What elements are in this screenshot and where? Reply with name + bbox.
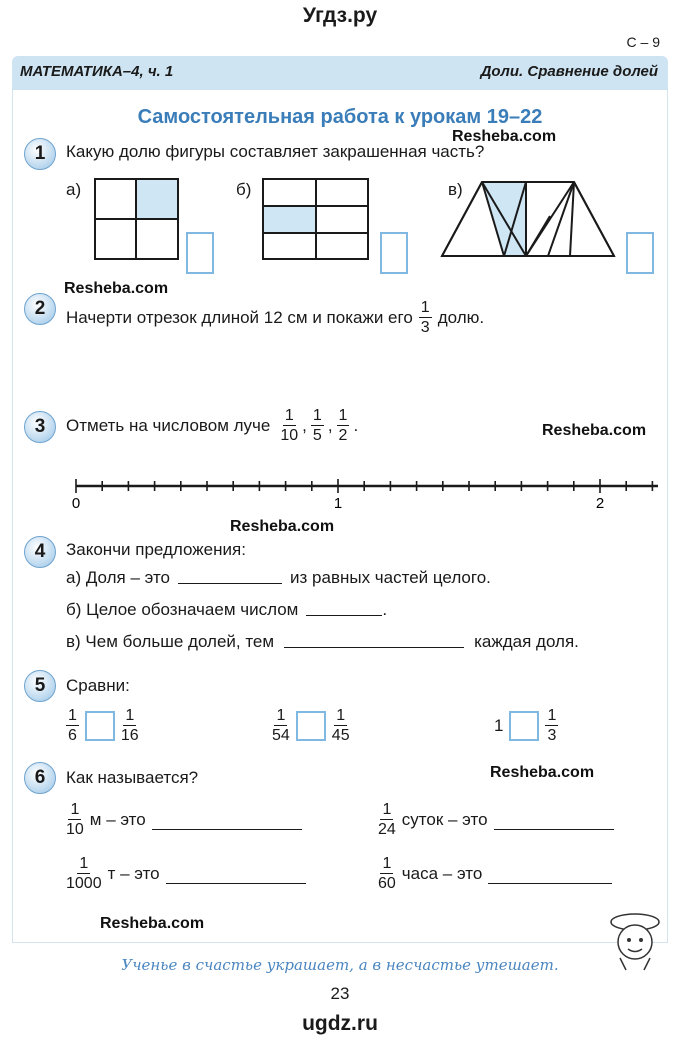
task-4-a-row	[66, 568, 491, 588]
task-5-text: Сравни:	[66, 676, 130, 695]
answer-box-a[interactable]	[186, 232, 214, 274]
task-6-item-3: $\frac{1}{1000}$ т – это	[66, 856, 306, 892]
answer-line-6-3[interactable]	[166, 883, 306, 884]
answer-line-6-2[interactable]	[494, 829, 614, 830]
task-4-b-text-end: .	[382, 600, 388, 619]
answer-box-c[interactable]	[626, 232, 654, 274]
answer-box-b[interactable]	[380, 232, 408, 274]
task-number-5: 5	[24, 670, 56, 702]
task-1-label-b: б)	[236, 180, 252, 199]
compare-box-2[interactable]	[296, 711, 326, 741]
topic-title: Доли. Сравнение долей	[480, 63, 658, 80]
task-3-fraction-1: $\frac{1}{10}$	[280, 407, 299, 444]
task-3-fraction-3: $\frac{1}{2}$	[338, 407, 348, 444]
task-1-label-c: в)	[448, 180, 463, 199]
task-number-2: 2	[24, 293, 56, 325]
task-4-a-text-end: из равных частей целого.	[290, 568, 491, 587]
answer-line-4a[interactable]	[178, 583, 282, 584]
number-line-label: 2	[595, 495, 605, 512]
compare-pair-2: $\frac{1}{54}$ $\frac{1}{45}$	[272, 707, 350, 744]
figure-b-grid	[262, 178, 370, 260]
watermark: Resheba.com	[542, 422, 647, 439]
watermark: Resheba.com	[64, 280, 169, 297]
compare-box-1[interactable]	[85, 711, 115, 741]
figure-a-grid	[94, 178, 180, 260]
task-3-row: Отметь на числовом луче $\frac{1}{10}$ , $\frac{1}{5}$ , $\frac{1}{2}$ .	[66, 407, 359, 444]
number-line	[70, 472, 662, 512]
number-line-label: 1	[333, 495, 343, 512]
answer-line-4b[interactable]	[306, 615, 382, 616]
compare-box-3[interactable]	[509, 711, 539, 741]
task-number-1: 1	[24, 138, 56, 170]
task-4-a-text: а) Доля – это	[66, 568, 171, 587]
compare-pair-3: 1 $\frac{1}{3}$	[494, 707, 557, 744]
book-title: МАТЕМАТИКА–4, ч. 1	[20, 63, 174, 80]
task-4-c-text: в) Чем больше долей, тем	[66, 632, 275, 651]
task-3-fraction-2: $\frac{1}{5}$	[312, 407, 322, 444]
task-6-item-1: $\frac{1}{10}$ м – это	[66, 802, 302, 838]
task-number-6: 6	[24, 762, 56, 794]
watermark: Resheba.com	[452, 128, 557, 145]
task-4-c-text-end: каждая доля.	[474, 632, 579, 651]
motto: Ученье в счастье украшает, а в несчастье утешает.	[121, 956, 559, 974]
compare-pair-1: $\frac{1}{6}$ $\frac{1}{16}$	[68, 707, 139, 744]
task-6-item-2: $\frac{1}{24}$ суток – это	[378, 802, 614, 838]
number-line-label: 0	[71, 495, 81, 512]
task-2-fraction: $\frac{1}{3}$	[420, 299, 430, 336]
task-1-label-a: а)	[66, 180, 82, 199]
watermark: Resheba.com	[100, 915, 205, 932]
task-3-text: Отметь на числовом луче	[66, 416, 271, 435]
task-4-c-row	[66, 632, 579, 652]
site-name-bottom: ugdz.ru	[302, 1012, 378, 1035]
task-2-row	[66, 300, 484, 336]
page-code: С – 9	[626, 34, 660, 50]
figure-a-shaded-cell	[136, 179, 178, 219]
task-4-b-text: б) Целое обозначаем числом	[66, 600, 299, 619]
task-2-text: Начерти отрезок длиной 12 см и покажи его	[66, 308, 413, 327]
watermark: Resheba.com	[230, 518, 335, 535]
figure-c-trapezoid	[438, 176, 618, 260]
task-number-4: 4	[24, 536, 56, 568]
watermark: Resheba.com	[490, 764, 595, 781]
worksheet-title: Самостоятельная работа к урокам 19–22	[137, 106, 543, 128]
task-2-text-end: долю.	[437, 308, 485, 327]
task-1-text: Какую долю фигуры составляет закрашенная часть?	[66, 142, 485, 161]
figure-b-shaded-cell	[263, 206, 316, 233]
task-6-text: Как называется?	[66, 768, 199, 787]
page-number: 23	[330, 984, 350, 1003]
site-name-top: Угдз.ру	[302, 4, 378, 27]
answer-line-6-1[interactable]	[152, 829, 302, 830]
task-4-text: Закончи предложения:	[66, 540, 246, 559]
task-number-3: 3	[24, 411, 56, 443]
answer-line-6-4[interactable]	[488, 883, 612, 884]
task-4-b-row	[66, 600, 387, 620]
answer-line-4c[interactable]	[284, 647, 464, 648]
task-6-item-4: $\frac{1}{60}$ часа – это	[378, 856, 612, 892]
